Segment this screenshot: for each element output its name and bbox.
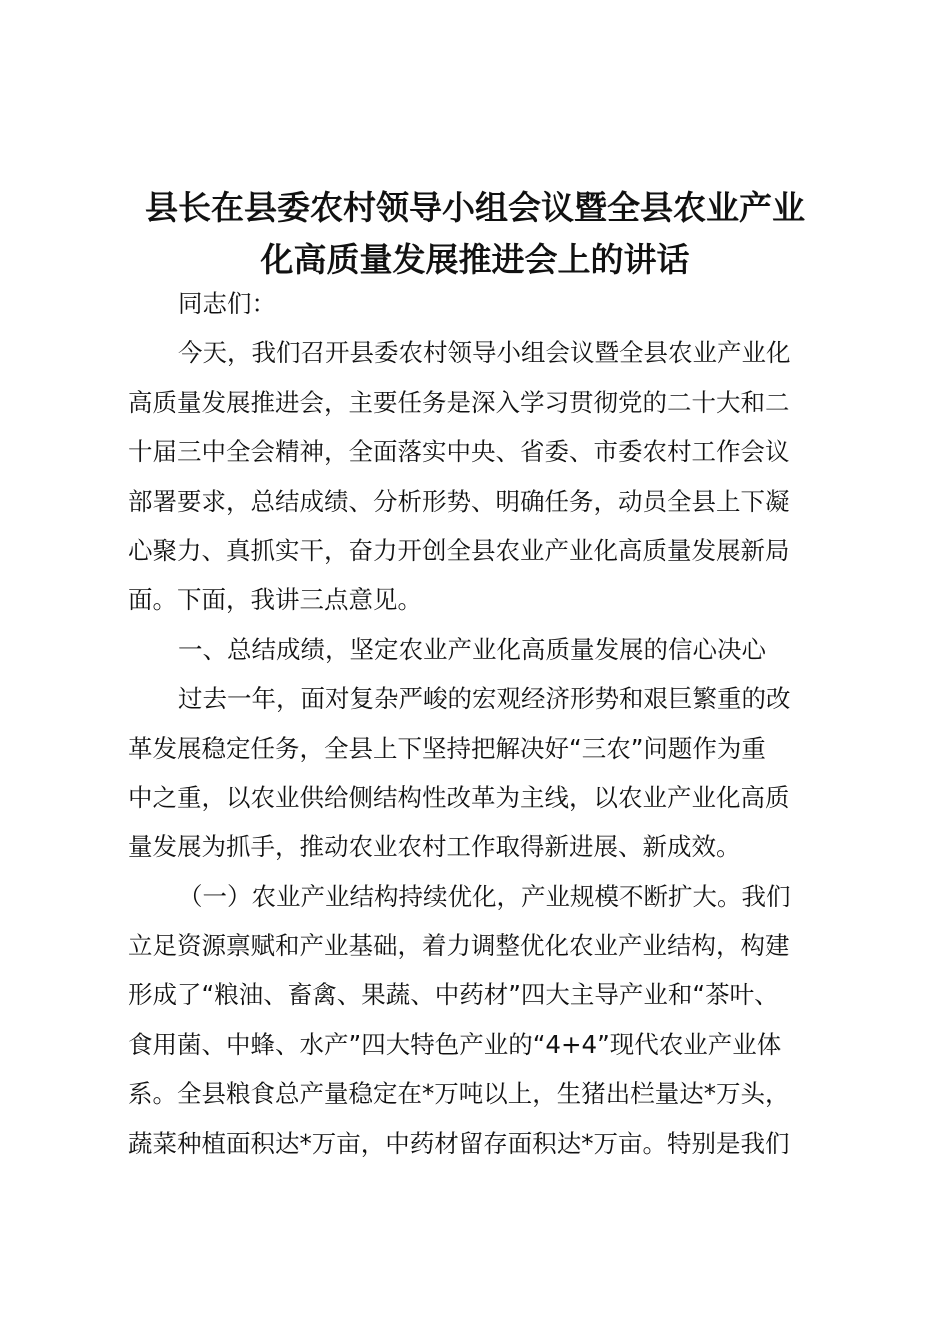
paragraph <box>128 674 840 872</box>
text-line: 同志们： <box>178 289 276 318</box>
document-body <box>128 279 840 1168</box>
text-line: 高质量发展推进会，主要任务是深入学习贯彻党的二十大和二 <box>128 387 790 417</box>
paragraph <box>128 328 840 624</box>
text-line: 面。下面，我讲三点意见。 <box>128 585 422 615</box>
document-title <box>110 182 840 286</box>
text-line: （一）农业产业结构持续优化，产业规模不断扩大。我们 <box>178 881 791 911</box>
text-line: 量发展为抓手，推动农业农村工作取得新进展、新成效。 <box>128 832 741 862</box>
title-line: 县长在县委农村领导小组会议暨全县农业产业 <box>145 188 805 227</box>
title-line: 化高质量发展推进会上的讲话 <box>260 240 690 279</box>
text-line: 食用菌、中蜂、水产”四大特色产业的“4+4”现代农业产业体 <box>128 1029 782 1059</box>
text-line: 十届三中全会精神，全面落实中央、省委、市委农村工作会议 <box>128 437 790 467</box>
text-line: 一、总结成绩，坚定农业产业化高质量发展的信心决心 <box>178 634 766 664</box>
text-line: 立足资源禀赋和产业基础，着力调整优化农业产业结构，构建 <box>128 931 790 961</box>
section-heading <box>128 625 840 674</box>
text-line: 中之重，以农业供给侧结构性改革为主线，以农业产业化高质 <box>128 782 790 812</box>
text-line: 蔬菜种植面积达*万亩，中药材留存面积达*万亩。特别是我们 <box>128 1128 790 1158</box>
text-line: 革发展稳定任务，全县上下坚持把解决好“三农”问题作为重 <box>128 733 766 763</box>
text-line: 形成了“粮油、畜禽、果蔬、中药材”四大主导产业和“茶叶、 <box>128 980 779 1010</box>
text-line: 部署要求，总结成绩、分析形势、明确任务，动员全县上下凝 <box>128 486 790 516</box>
text-line: 系。全县粮食总产量稳定在*万吨以上，生猪出栏量达*万头， <box>128 1079 790 1109</box>
salutation <box>128 279 840 328</box>
paragraph <box>128 872 840 1168</box>
text-line: 过去一年，面对复杂严峻的宏观经济形势和艰巨繁重的改 <box>178 684 791 714</box>
text-line: 今天，我们召开县委农村领导小组会议暨全县农业产业化 <box>178 338 791 368</box>
text-line: 心聚力、真抓实干，奋力开创全县农业产业化高质量发展新局 <box>128 535 790 565</box>
